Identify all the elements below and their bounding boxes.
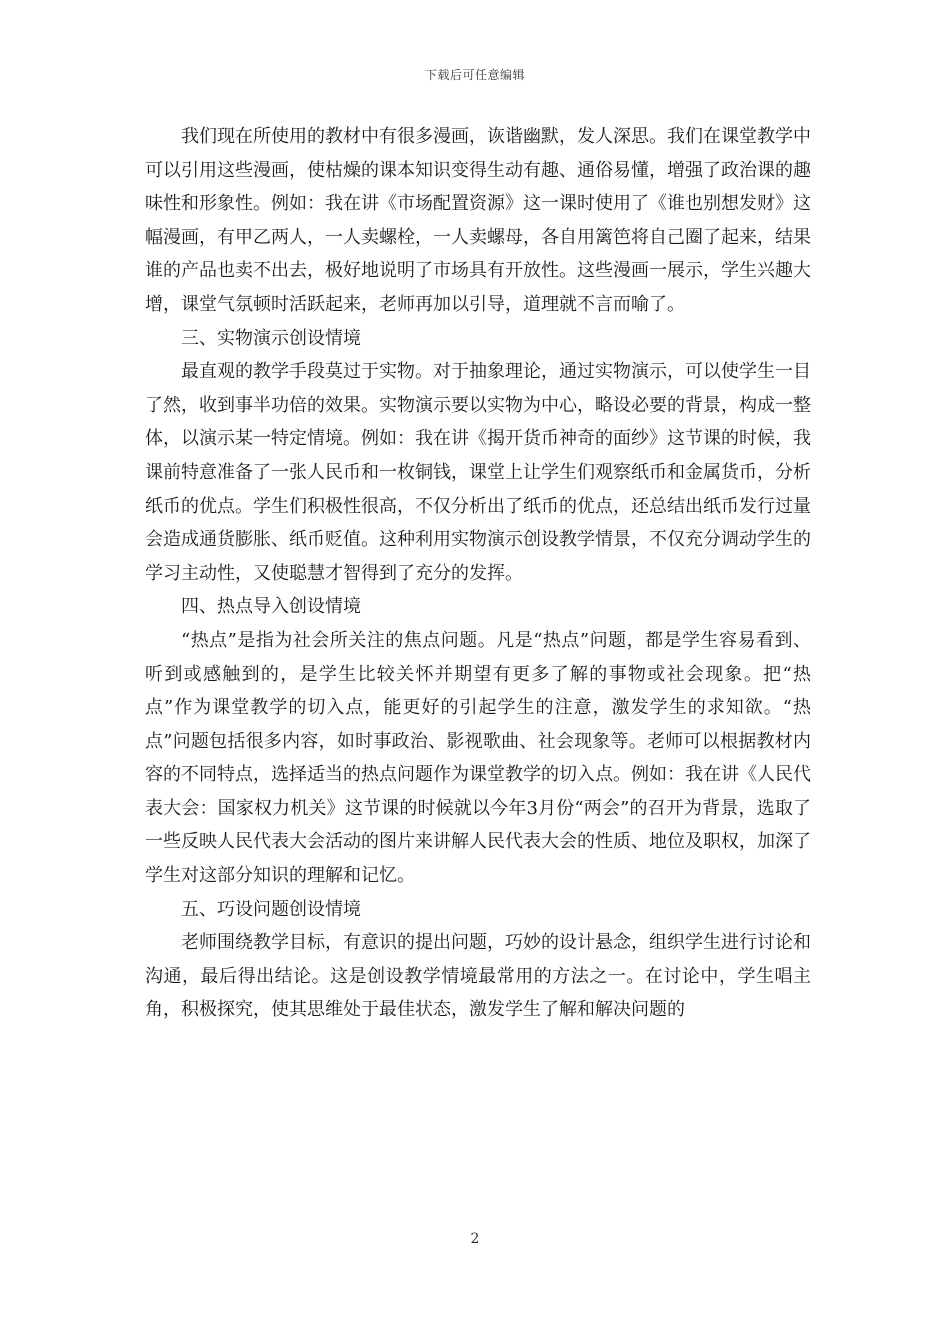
paragraph-objects: 最直观的教学手段莫过于实物。对于抽象理论，通过实物演示，可以使学生一目了然，收到事半功倍的效果。实物演示要以实物为中心，略设必要的背景，构成一整体，以演示某一特定情境。例如：我在讲《揭开货币神奇的面纱》这节课的时候，我课前特意准备了一张人民币和一枚铜钱，课堂上让学生们观察纸币和金属货币，分析纸币的优点。学生们积极性很高，不仅分析出了纸币的优点，还总结出纸币发行过量会造成通货膨胀、纸币贬值。这种利用实物演示创设教学情景，不仅充分调动学生的学习主动性，又使聪慧才智得到了充分的发挥。 [145, 361, 811, 584]
paragraph-comics: 我们现在所使用的教材中有很多漫画，诙谐幽默，发人深思。我们在课堂教学中可以引用这些漫画，使枯燥的课本知识变得生动有趣、通俗易懂，增强了政治课的趣味性和形象性。例如：我在讲《市场配置资源》这一课时使用了《谁也别想发财》这幅漫画，有甲乙两人，一人卖螺栓，一人卖螺母，各自用篱笆将自己圈了起来，结果谁的产品也卖不出去，极好地说明了市场具有开放性。这些漫画一展示，学生兴趣大增，课堂气氛顿时活跃起来，老师再加以引导，道理就不言而喻了。 [145, 126, 811, 315]
paragraph-questions: 老师围绕教学目标，有意识的提出问题，巧妙的设计悬念，组织学生进行讨论和沟通，最后得出结论。这是创设教学情境最常用的方法之一。在讨论中，学生唱主角，积极探究，使其思维处于最佳状态，激发学生了解和解决问题的 [145, 932, 811, 1021]
section-heading-3: 三、实物演示创设情境 [181, 327, 361, 349]
section-heading-5: 五、巧设问题创设情境 [181, 898, 361, 920]
document-body [145, 120, 811, 1027]
section-heading-4: 四、热点导入创设情境 [181, 596, 361, 618]
paragraph-hotspots: “热点”是指为社会所关注的焦点问题。凡是“热点”问题，都是学生容易看到、听到或感触到的，是学生比较关怀并期望有更多了解的事物或社会现象。把“热点”作为课堂教学的切入点，能更好的引起学生的注意，激发学生的求知欲。“热点”问题包括很多内容，如时事政治、影视歌曲、社会现象等。老师可以根据教材内容的不同特点，选择适当的热点问题作为课堂教学的切入点。例如：我在讲《人民代表大会：国家权力机关》这节课的时候就以今年3月份“两会”的召开为背景，选取了一些反映人民代表大会活动的图片来讲解人民代表大会的性质、地位及职权，加深了学生对这部分知识的理解和记忆。 [145, 629, 811, 887]
page-number: 2 [470, 1231, 480, 1247]
page-header: 下载后可任意编辑 [424, 68, 525, 82]
